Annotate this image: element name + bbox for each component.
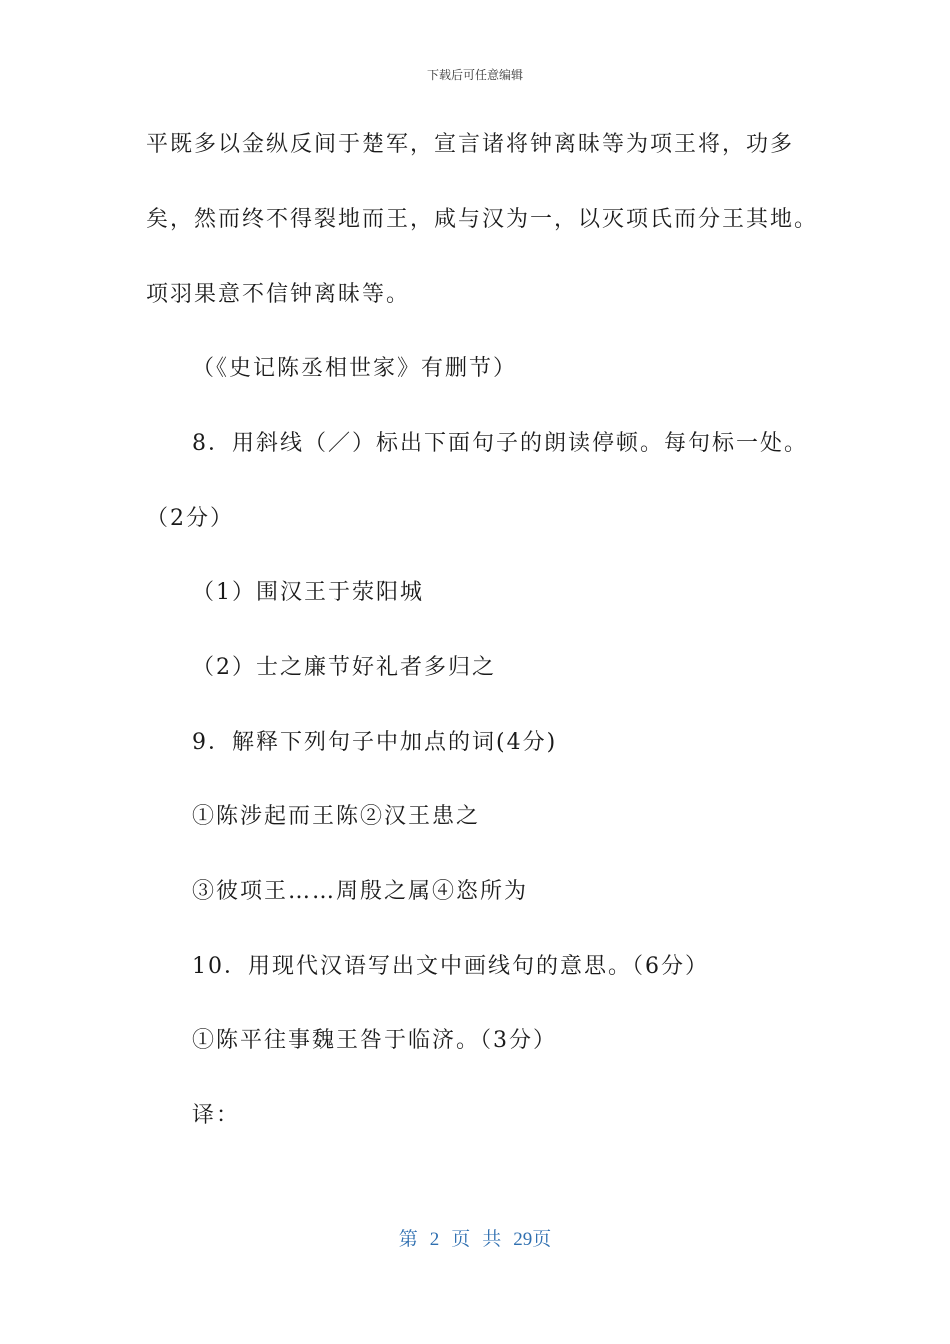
- question-9-items-a: ①陈涉起而王陈②汉王患之: [192, 804, 481, 829]
- question-8-score: （2分）: [146, 506, 234, 531]
- footer-total-pages: 29: [513, 1229, 533, 1250]
- question-10: 10．用现代汉语写出文中画线句的意思。（6分）: [192, 954, 709, 979]
- footer-total-label: 共: [482, 1229, 502, 1250]
- footer-page-suffix: 页: [532, 1229, 552, 1250]
- footer-page-prefix: 第: [398, 1229, 418, 1250]
- body-line-3: 项羽果意不信钟离昧等。: [146, 282, 411, 307]
- page-header: 下载后可任意编辑: [426, 68, 523, 82]
- source-citation: （《史记陈丞相世家》有删节）: [192, 356, 518, 381]
- question-8-item-2: （2）士之廉节好礼者多归之: [192, 655, 496, 680]
- question-9: 9．解释下列句子中加点的词(4分): [192, 730, 558, 755]
- translation-label: 译：: [192, 1103, 241, 1128]
- question-10-item-1: ①陈平往事魏王咎于临济。（3分）: [192, 1028, 557, 1053]
- question-8: 8．用斜线（／）标出下面句子的朗读停顿。每句标一处。: [192, 431, 808, 456]
- footer-page-mid: 页: [451, 1229, 471, 1250]
- body-line-1: 平既多以金纵反间于楚军，宣言诸将钟离昧等为项王将，功多: [146, 132, 795, 157]
- footer-page-number: 2: [429, 1229, 440, 1250]
- page-footer: [0, 1224, 950, 1251]
- body-line-2: 矣，然而终不得裂地而王，咸与汉为一，以灭项氏而分王其地。: [146, 207, 819, 232]
- question-8-item-1: （1）围汉王于荥阳城: [192, 580, 424, 605]
- question-9-items-b: ③彼项王……周殷之属④恣所为: [192, 879, 529, 904]
